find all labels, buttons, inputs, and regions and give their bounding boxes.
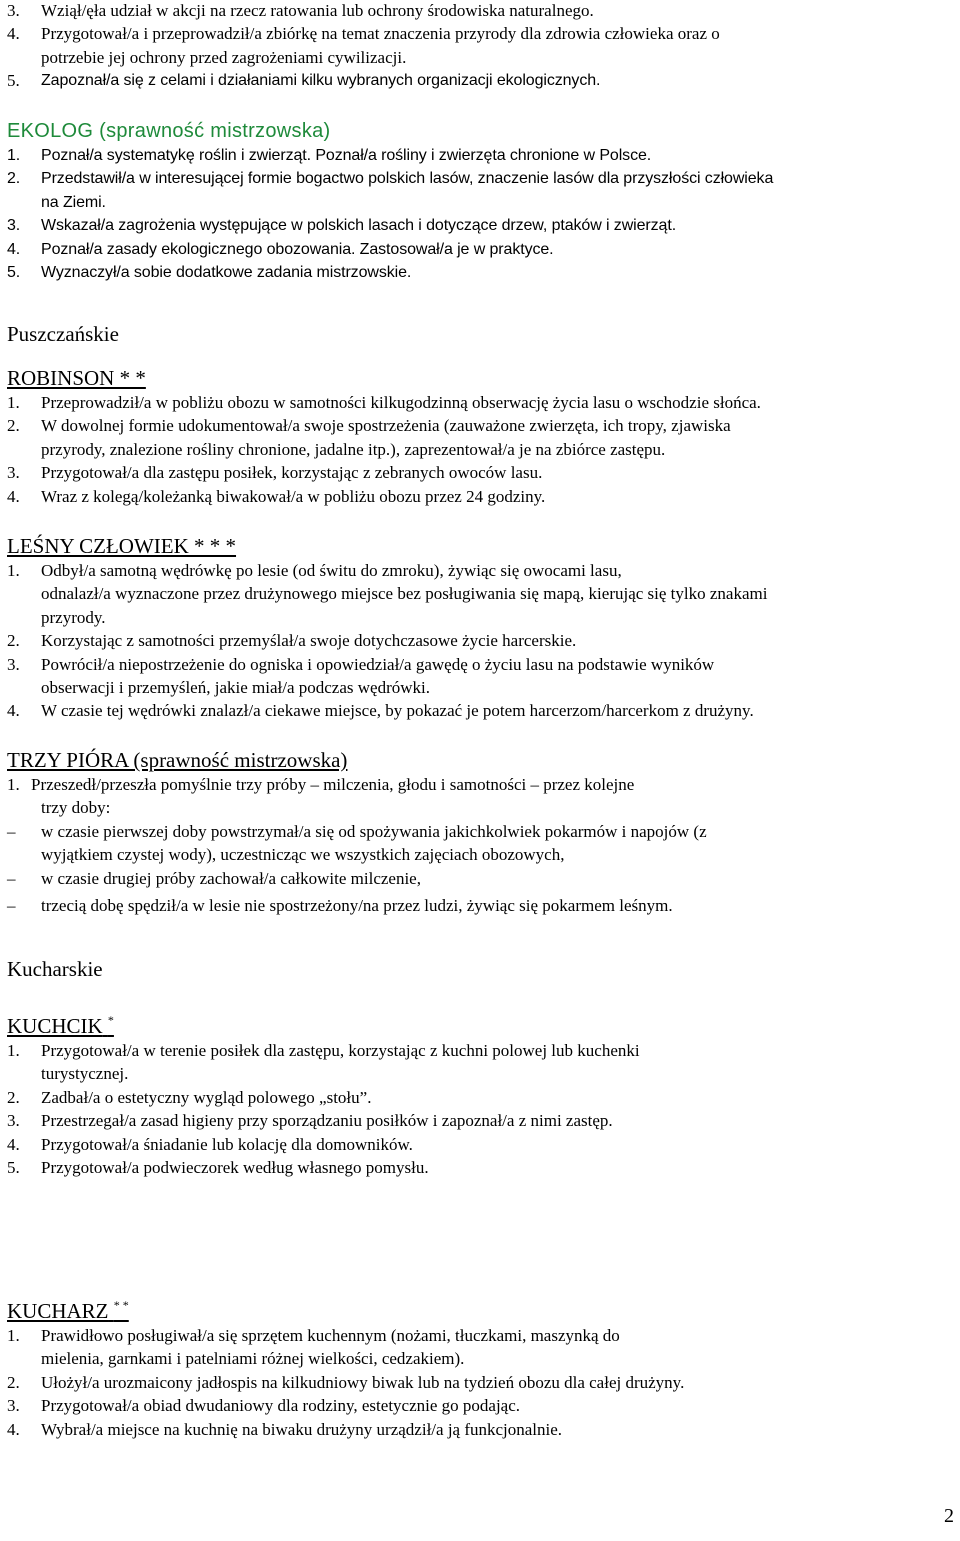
item-number: 4. bbox=[7, 24, 20, 44]
list-item bbox=[7, 238, 952, 261]
item-text: trzy doby: bbox=[41, 798, 111, 818]
item-text: Przygotował/a śniadanie lub kolację dla domowników. bbox=[41, 1134, 413, 1154]
list-item bbox=[7, 261, 952, 284]
item-text: mielenia, garnkami i patelniami różnej wielkości, cedzakiem). bbox=[41, 1349, 465, 1369]
list-item bbox=[7, 391, 952, 414]
item-number: 1. bbox=[7, 1326, 20, 1345]
item-number: 1. bbox=[7, 561, 20, 580]
item-text: w czasie drugiej próby zachował/a całkowite milczenie, bbox=[41, 868, 421, 888]
list-item bbox=[7, 214, 952, 237]
item-text: W czasie tej wędrówki znalazł/a ciekawe miejsce, by pokazać je potem harcerzom/harcerkom z drużyny. bbox=[41, 701, 754, 721]
item-text: Przestrzegał/a zasad higieny przy sporządzaniu posiłków i zapoznał/a z nimi zastęp. bbox=[41, 1111, 613, 1131]
item-number: 4. bbox=[7, 240, 21, 258]
item-number: 2. bbox=[7, 631, 20, 651]
kuchcik-stars: * bbox=[107, 1013, 114, 1027]
list-item bbox=[7, 1086, 952, 1109]
dash-item bbox=[7, 894, 952, 917]
item-text: odnalazł/a wyznaczone przez drużynowego miejsce bez posługiwania się mapą, kierując się tylko znakami bbox=[41, 584, 768, 604]
item-number: 2. bbox=[7, 1372, 20, 1392]
item-text: Zadbał/a o estetyczny wygląd polowego „stołu”. bbox=[41, 1087, 372, 1107]
item-text: Wskazał/a zagrożenia występujące w polskich lasach i dotyczące drzew, ptaków i zwierząt. bbox=[41, 217, 677, 235]
item-text: Prawidłowo posługiwał/a się sprzętem kuchennym (nożami, tłuczkami, maszynką do bbox=[41, 1326, 620, 1345]
page-number: 2 bbox=[944, 1505, 954, 1527]
item-number: 1. bbox=[7, 775, 20, 794]
item-number: 3. bbox=[7, 1396, 20, 1416]
item-text: Przygotował/a w terenie posiłek dla zastępu, korzystając z kuchni polowej lub kuchenki bbox=[41, 1041, 640, 1060]
kucharz-section bbox=[7, 1292, 952, 1441]
trzy-piora-title: TRZY PIÓRA (sprawność mistrzowska) bbox=[7, 748, 348, 772]
dash-item bbox=[7, 820, 952, 867]
item-text: Ułożył/a urozmaicony jadłospis na kilkudniowy biwak lub na tydzień obozu dla całej drużyny. bbox=[41, 1372, 685, 1392]
item-number: 1. bbox=[7, 393, 20, 412]
item-number: 4. bbox=[7, 1419, 20, 1439]
kucharz-title-text: KUCHARZ bbox=[7, 1299, 109, 1323]
item-text: Przygotował/a i przeprowadził/a zbiórkę na temat znaczenia przyrody dla zdrowia człowieka oraz o bbox=[41, 24, 720, 44]
item-number: 2. bbox=[7, 170, 21, 188]
item-number: 3. bbox=[7, 1111, 20, 1131]
item-text: Zapoznał/a się z celami i działaniami kilku wybranych organizacji ekologicznych. bbox=[41, 72, 601, 90]
section-heading-kucharskie: Kucharskie bbox=[7, 957, 103, 981]
list-item bbox=[7, 22, 952, 69]
item-text: Przygotował/a dla zastępu posiłek, korzystając z zebranych owoców lasu. bbox=[41, 463, 543, 483]
item-text: Wraz z kolegą/koleżanką biwakował/a w pobliżu obozu przez 24 godziny. bbox=[41, 486, 546, 506]
list-item bbox=[7, 144, 952, 167]
item-number: 2. bbox=[7, 416, 20, 436]
item-text: Poznał/a zasady ekologicznego obozowania. Zastosował/a je w praktyce. bbox=[41, 240, 554, 258]
dash-bullet: – bbox=[7, 868, 16, 888]
item-text: przyrody, znalezione rośliny chronione, jadalne itp.), zaprezentował/a je na zbiórce zastępu. bbox=[41, 439, 666, 459]
item-text: Przedstawił/a w interesującej formie bogactwo polskich lasów, znaczenie lasów dla przyszłości człowieka bbox=[41, 170, 774, 188]
item-text: na Ziemi. bbox=[41, 193, 106, 211]
top-list bbox=[7, 0, 952, 93]
kuchcik-title bbox=[7, 1007, 952, 1039]
item-text: Korzystając z samotności przemyślał/a swoje dotychczasowe życie harcerskie. bbox=[41, 631, 577, 651]
item-text: obserwacji i przemyśleń, jakie miał/a podczas wędrówki. bbox=[41, 678, 430, 698]
item-number: 5. bbox=[7, 71, 20, 91]
ekolog-section bbox=[7, 118, 952, 284]
kucharz-stars: * * bbox=[113, 1298, 129, 1312]
list-item bbox=[7, 1109, 952, 1132]
dash-bullet: – bbox=[7, 821, 16, 841]
list-item bbox=[7, 1418, 952, 1441]
list-item bbox=[7, 1156, 952, 1179]
item-number: 3. bbox=[7, 654, 20, 674]
robinson-title: ROBINSON * * bbox=[7, 366, 146, 390]
kuchcik-section bbox=[7, 1007, 952, 1179]
item-number: 4. bbox=[7, 1134, 20, 1154]
list-item bbox=[7, 773, 952, 820]
item-text: Wziął/ęła udział w akcji na rzecz ratowania lub ochrony środowiska naturalnego. bbox=[41, 1, 594, 20]
robinson-section bbox=[7, 365, 952, 508]
ekolog-title: EKOLOG (sprawność mistrzowska) bbox=[7, 120, 331, 142]
item-text: turystycznej. bbox=[41, 1064, 129, 1084]
item-text: trzecią dobę spędził/a w lesie nie spostrzeżony/na przez ludzi, żywiąc się pokarmem leśnym. bbox=[41, 896, 673, 916]
item-text: potrzebie jej ochrony przed zagrożeniami cywilizacji. bbox=[41, 47, 407, 67]
trzy-piora-section bbox=[7, 747, 952, 917]
list-item bbox=[7, 1394, 952, 1417]
item-text: w czasie pierwszej doby powstrzymał/a się od spożywania jakichkolwiek pokarmów i napojów (z bbox=[41, 821, 707, 841]
list-item bbox=[7, 1324, 952, 1371]
list-item bbox=[7, 414, 952, 461]
item-number: 2. bbox=[7, 1087, 20, 1107]
list-item bbox=[7, 485, 952, 508]
list-item bbox=[7, 0, 952, 22]
item-number: 4. bbox=[7, 701, 20, 721]
item-text: W dowolnej formie udokumentował/a swoje spostrzeżenia (zauważone zwierzęta, ich tropy, zjawiska bbox=[41, 416, 731, 436]
dash-item bbox=[7, 867, 952, 890]
item-number: 3. bbox=[7, 463, 20, 483]
item-text: Wybrał/a miejsce na kuchnię na biwaku drużyny urządził/a ją funkcjonalnie. bbox=[41, 1419, 563, 1439]
item-text: Przygotował/a podwieczorek według własnego pomysłu. bbox=[41, 1158, 429, 1178]
item-text: Przeszedł/przeszła pomyślnie trzy próby – milczenia, głodu i samotności – przez kolejne bbox=[31, 775, 635, 794]
item-text: Przygotował/a obiad dwudaniowy dla rodziny, estetycznie go podając. bbox=[41, 1396, 521, 1416]
item-number: 4. bbox=[7, 486, 20, 506]
list-item bbox=[7, 699, 952, 722]
item-number: 3. bbox=[7, 217, 21, 235]
list-item bbox=[7, 1039, 952, 1086]
kuchcik-title-text: KUCHCIK bbox=[7, 1014, 103, 1038]
list-item bbox=[7, 1371, 952, 1394]
item-text: Odbył/a samotną wędrówkę po lesie (od świtu do zmroku), żywiąc się owocami lasu, bbox=[41, 561, 622, 580]
list-item bbox=[7, 559, 952, 629]
item-text: przyrody. bbox=[41, 607, 106, 627]
item-text: Powrócił/a niepostrzeżenie do ogniska i opowiedział/a gawędę o życiu lasu na podstawie wyników bbox=[41, 654, 715, 674]
item-number: 5. bbox=[7, 1158, 20, 1178]
item-number: 3. bbox=[7, 1, 20, 20]
list-item bbox=[7, 69, 952, 92]
item-number: 5. bbox=[7, 264, 21, 282]
list-item bbox=[7, 629, 952, 652]
dash-bullet: – bbox=[7, 896, 16, 916]
list-item bbox=[7, 653, 952, 700]
item-number: 1. bbox=[7, 147, 21, 164]
list-item bbox=[7, 461, 952, 484]
item-text: Wyznaczył/a sobie dodatkowe zadania mistrzowskie. bbox=[41, 264, 412, 282]
section-heading-puszczanskie: Puszczańskie bbox=[7, 322, 119, 346]
list-item bbox=[7, 1133, 952, 1156]
item-text: wyjątkiem czystej wody), uczestnicząc we wszystkich zajęciach obozowych, bbox=[41, 845, 565, 865]
item-text: Poznał/a systematykę roślin i zwierząt. Poznał/a rośliny i zwierzęta chronione w Polsce. bbox=[41, 147, 652, 164]
lesny-czlowiek-title: LEŚNY CZŁOWIEK * * * bbox=[7, 534, 237, 558]
item-number: 1. bbox=[7, 1041, 20, 1060]
lesny-czlowiek-section bbox=[7, 533, 952, 723]
kucharz-title bbox=[7, 1292, 952, 1324]
item-text: Przeprowadził/a w pobliżu obozu w samotności kilkugodzinną obserwację życia lasu o wschodzie słońca. bbox=[41, 393, 761, 412]
list-item bbox=[7, 167, 952, 214]
